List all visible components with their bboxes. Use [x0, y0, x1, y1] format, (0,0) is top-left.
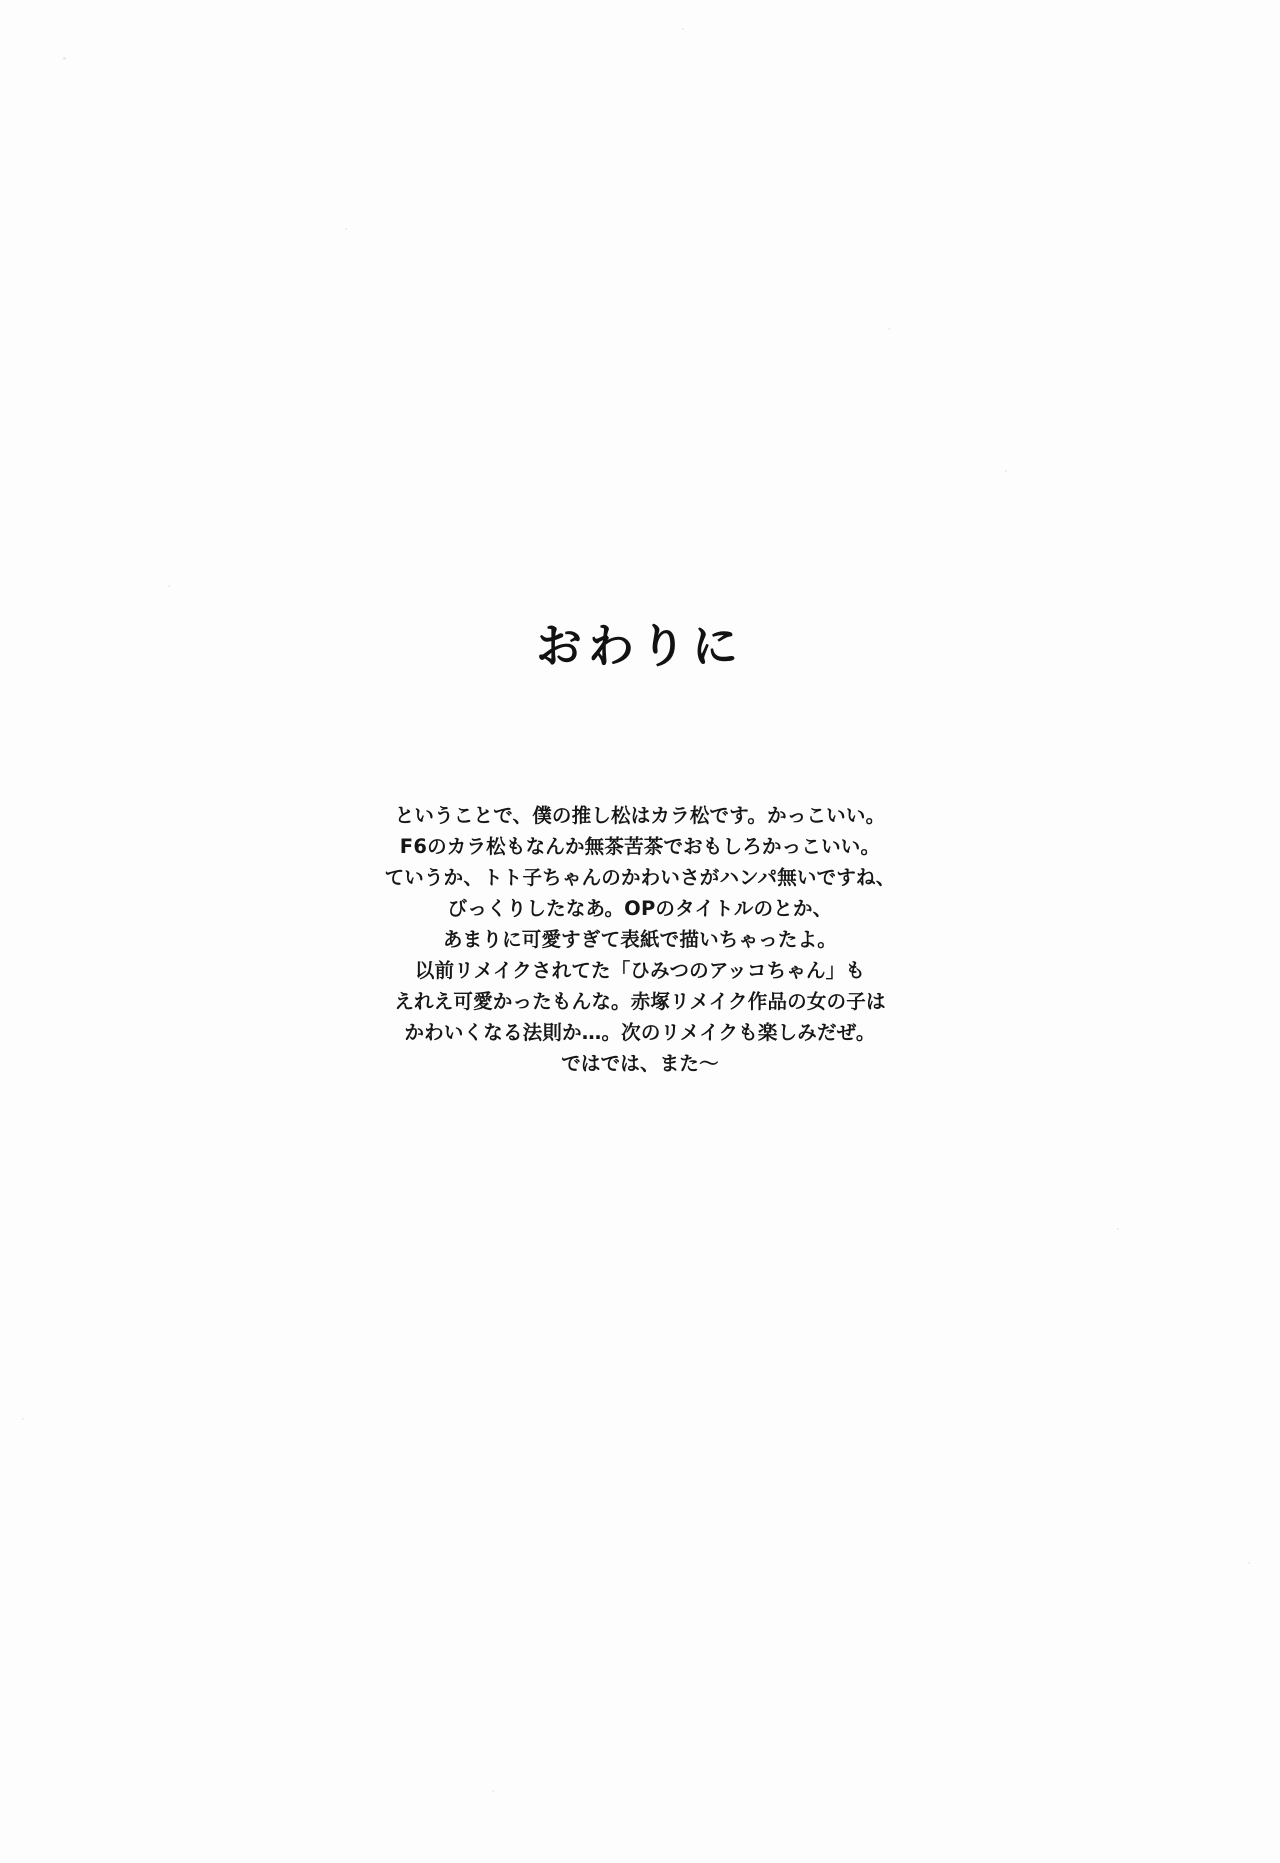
- paper-speckle: [682, 28, 684, 30]
- paper-speckle: [1248, 1562, 1250, 1564]
- paper-speckle: [63, 57, 66, 60]
- afterword-line: あまりに可愛すぎて表紙で描いちゃったよ。: [442, 928, 837, 951]
- afterword-line: かわいくなる法則か…。次のリメイクも楽しみだぜ。: [404, 1021, 876, 1044]
- afterword-heading: おわりに: [536, 619, 744, 673]
- paper-speckle: [22, 1418, 24, 1420]
- afterword-body: [0, 800, 1280, 1079]
- paper-speckle: [345, 228, 347, 230]
- paper-speckle: [168, 585, 170, 587]
- paper-speckle: [888, 328, 890, 330]
- paper-speckle: [492, 1790, 494, 1792]
- afterword-line: ではでは、また〜: [561, 1052, 719, 1075]
- afterword-line: 以前リメイクされてた「ひみつのアッコちゃん」も: [414, 959, 866, 982]
- afterword-line: びっくりしたなあ。OPのタイトルのとか、: [447, 897, 833, 920]
- afterword-line: ていうか、トト子ちゃんのかわいさがハンパ無いですね、: [384, 866, 896, 889]
- afterword-line: ということで、僕の推し松はカラ松です。かっこいい。: [394, 804, 886, 827]
- paper-speckle: [1005, 470, 1007, 472]
- afterword-line: えれえ可愛かったもんな。赤塚リメイク作品の女の子は: [394, 990, 886, 1013]
- afterword-line: F6のカラ松もなんか無茶苦茶でおもしろかっこいい。: [399, 835, 881, 858]
- paper-speckle: [1117, 1228, 1119, 1230]
